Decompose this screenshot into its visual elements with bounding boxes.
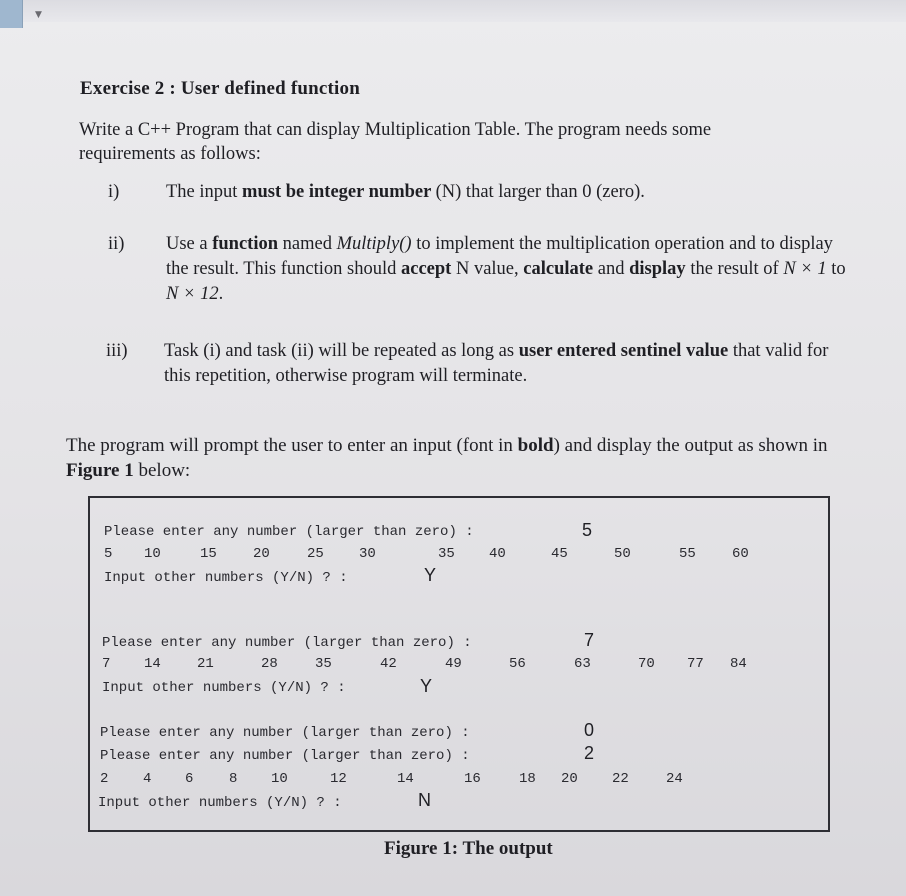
table-value: 14 [144,656,161,672]
table-value: 35 [438,546,455,562]
table-value: 49 [445,656,462,672]
input-value: 2 [584,743,595,763]
table-value: 25 [307,546,324,562]
table-value: 30 [359,546,376,562]
enter-prompt: Please enter any number (larger than zero) : [100,725,479,741]
table-value: 28 [261,656,278,672]
table-value: 18 [519,771,536,787]
table-value: 42 [380,656,397,672]
requirement-text: Task (i) and task (ii) will be repeated as long as user entered sentinel value that valid for this repetition, otherwise program will terminate. [164,341,829,386]
chevron-down-icon[interactable]: ▼ [35,10,42,20]
intro-line-2: requirements as follows: [79,144,261,164]
table-value: 50 [614,546,631,562]
table-row-2 [102,656,862,676]
requirement-number: iii) [106,341,128,361]
other-prompt: Input other numbers (Y/N) ? : [102,680,355,696]
other-prompt: Input other numbers (Y/N) ? : [98,795,351,811]
table-value: 20 [253,546,270,562]
table-value: 10 [144,546,161,562]
table-value: 8 [229,771,238,787]
table-value: 12 [330,771,347,787]
table-value: 60 [732,546,749,562]
table-value: 24 [666,771,683,787]
table-value: 63 [574,656,591,672]
table-value: 70 [638,656,655,672]
requirement-text: The input must be integer number (N) that larger than 0 (zero). [166,182,645,202]
requirement-text: Use a function named Multiply() to implement the multiplication operation and to display the result. This function should accept N value, calculate and display the result of N × 1 to N × 12. [166,234,846,304]
table-value: 35 [315,656,332,672]
requirement-number: i) [108,182,120,202]
answer-value: Y [424,565,437,585]
intro-paragraph [79,118,859,166]
document-icon [0,0,23,28]
table-value: 5 [104,546,113,562]
exercise-title: Exercise 2 : User defined function [80,78,360,99]
enter-prompt: Please enter any number (larger than zero) : [102,635,481,651]
enter-prompt: Please enter any number (larger than zero) : [104,524,483,540]
table-row-1 [104,546,864,566]
figure-caption: Figure 1: The output [384,838,553,859]
table-value: 10 [271,771,288,787]
table-value: 40 [489,546,506,562]
answer-value: Y [420,676,433,696]
table-value: 77 [687,656,704,672]
output-box [88,496,830,832]
requirement-number: ii) [108,234,125,254]
table-value: 16 [464,771,481,787]
table-value: 14 [397,771,414,787]
table-value: 55 [679,546,696,562]
input-value: 7 [584,630,595,650]
table-value: 21 [197,656,214,672]
other-prompt: Input other numbers (Y/N) ? : [104,570,357,586]
table-value: 15 [200,546,217,562]
intro-line-1: Write a C++ Program that can display Multiplication Table. The program needs some [79,120,712,140]
table-value: 2 [100,771,109,787]
table-value: 7 [102,656,111,672]
table-value: 22 [612,771,629,787]
table-value: 20 [561,771,578,787]
input-value: 5 [582,520,593,540]
table-value: 45 [551,546,568,562]
toolbar-strip [0,0,906,22]
answer-value: N [418,790,431,810]
table-value: 4 [143,771,152,787]
table-value: 84 [730,656,747,672]
table-row-3 [100,771,860,791]
enter-prompt: Please enter any number (larger than zero) : [100,748,479,764]
prompt-paragraph: The program will prompt the user to enter an input (font in bold) and display the output as shown in Figure 1 below: [66,435,828,481]
input-value: 0 [584,720,595,740]
table-value: 56 [509,656,526,672]
table-value: 6 [185,771,194,787]
